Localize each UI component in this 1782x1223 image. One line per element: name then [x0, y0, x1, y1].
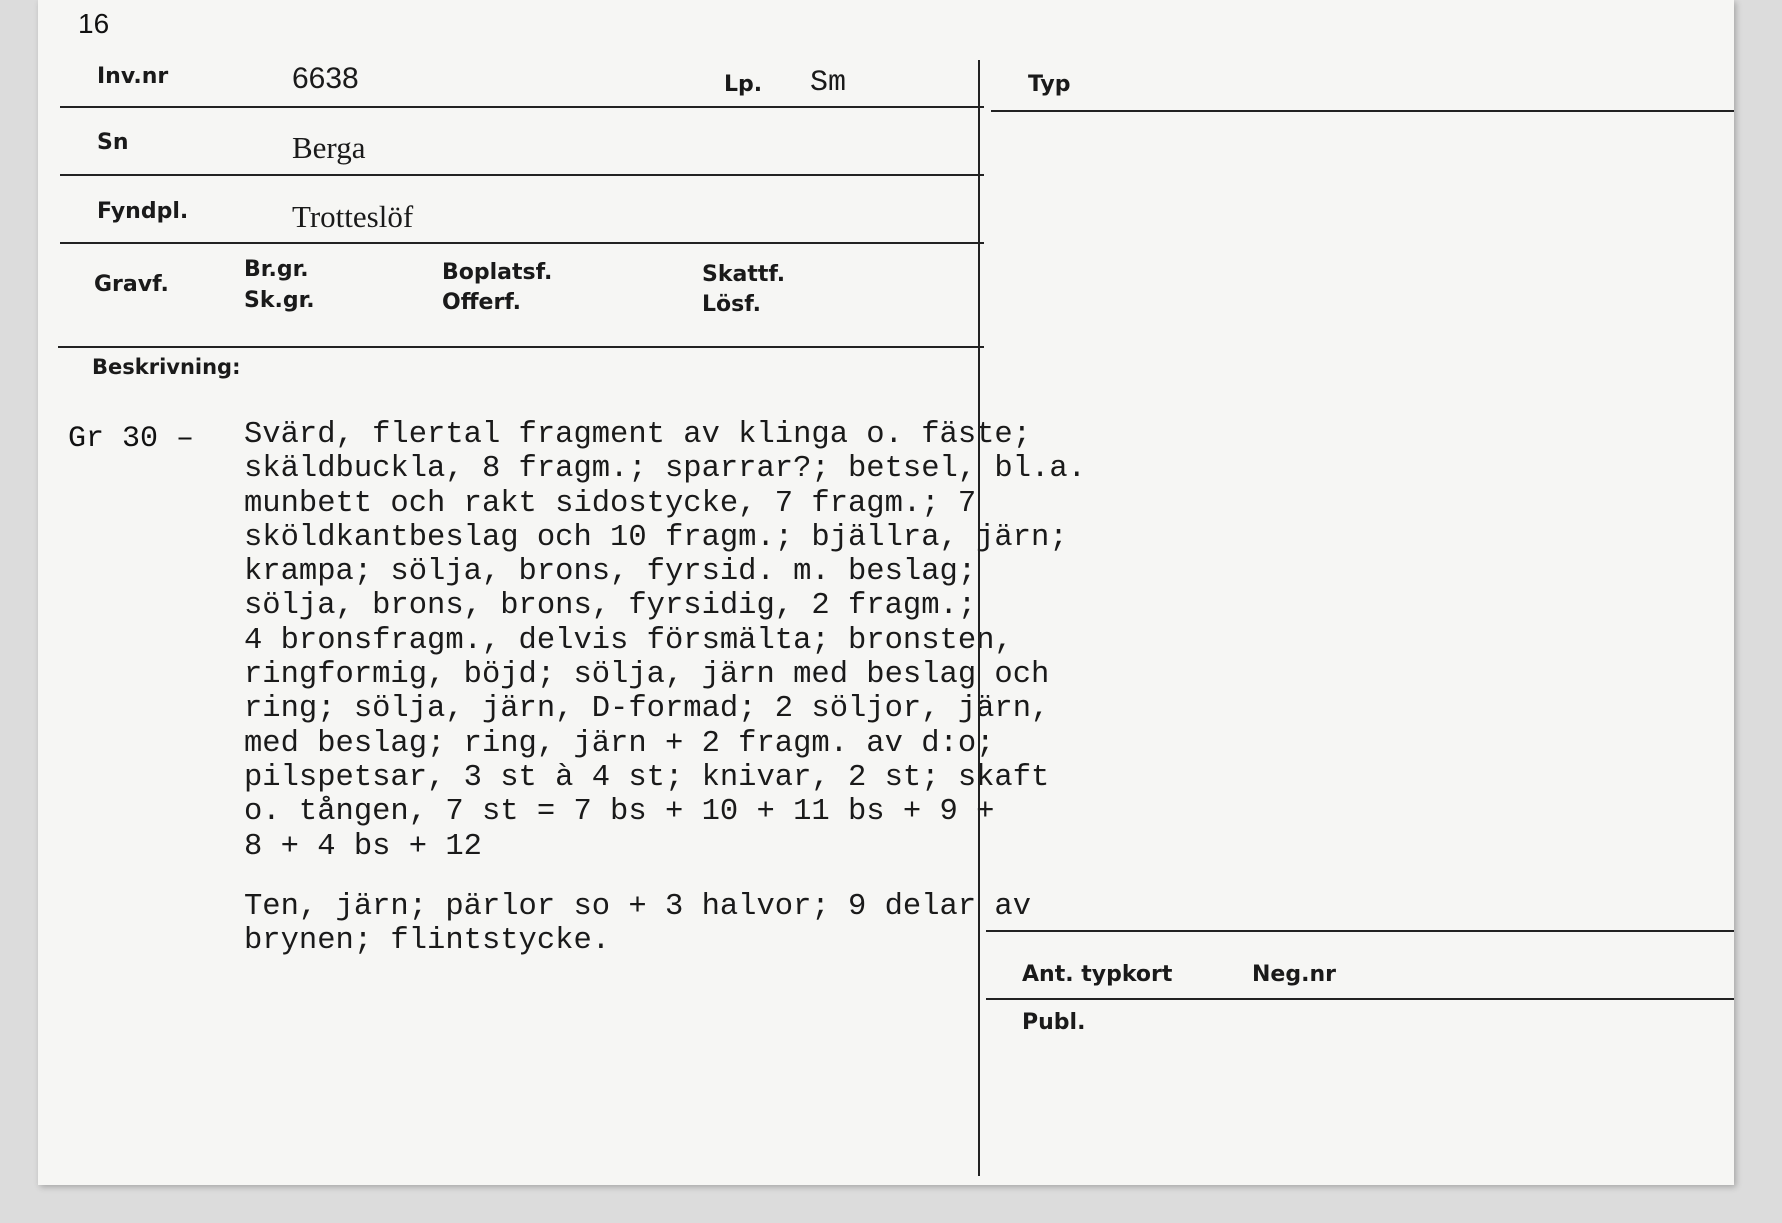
fyndpl-value: Trotteslöf [292, 199, 414, 234]
divider-row3 [60, 242, 984, 244]
br-gr-label: Br.gr. [244, 257, 309, 282]
catalog-card [38, 0, 1734, 1185]
neg-nr-label: Neg.nr [1252, 962, 1336, 987]
description-line: krampa; sölja, brons, fyrsid. m. beslag; [244, 555, 977, 590]
description-line: sköldkantbeslag och 10 fragm.; bjällra, järn; [244, 520, 1068, 555]
description-line: pilspetsar, 3 st à 4 st; knivar, 2 st; skaft [244, 760, 1050, 795]
grave-prefix: Gr 30 – [68, 422, 195, 456]
description-line: brynen; flintstycke. [244, 924, 611, 959]
skattf-label: Skattf. [702, 262, 786, 287]
inv-nr-label: Inv.nr [97, 64, 169, 89]
offerf-label: Offerf. [442, 290, 522, 315]
divider-row4 [58, 346, 984, 348]
description-line: skäldbuckla, 8 fragm.; sparrar?; betsel, bl.a. [244, 452, 1086, 487]
description-text-continued [244, 890, 1032, 959]
sk-gr-label: Sk.gr. [244, 288, 315, 313]
description-line: ring; sölja, järn, D-formad; 2 söljor, järn, [244, 692, 1050, 727]
typ-label: Typ [1028, 72, 1071, 97]
gravf-label: Gravf. [94, 272, 169, 297]
lp-label: Lp. [724, 72, 763, 97]
fyndpl-label: Fyndpl. [97, 199, 189, 224]
ant-typkort-label: Ant. typkort [1022, 962, 1173, 987]
divider-row2 [60, 174, 984, 176]
inv-nr-value: 6638 [292, 62, 359, 95]
description-line: med beslag; ring, järn + 2 fragm. av d:o; [244, 726, 995, 761]
card-number: 16 [78, 8, 110, 39]
description-line: 8 + 4 bs + 12 [244, 829, 482, 864]
description-line: Svärd, flertal fragment av klinga o. fäste; [244, 418, 1032, 452]
boplatsf-label: Boplatsf. [442, 260, 553, 285]
description-line: sölja, brons, brons, fyrsidig, 2 fragm.; [244, 589, 977, 624]
description-text [244, 418, 1086, 864]
publ-label: Publ. [1022, 1010, 1086, 1035]
vertical-divider [978, 60, 980, 1176]
description-line: Ten, järn; pärlor so + 3 halvor; 9 delar av [244, 890, 1032, 924]
divider-row1 [60, 106, 984, 108]
sn-label: Sn [97, 130, 129, 155]
description-line: munbett och rakt sidostycke, 7 fragm.; 7 [244, 486, 977, 521]
divider-typ [991, 110, 1734, 112]
beskrivning-label: Beskrivning: [92, 355, 241, 379]
divider-neg [986, 998, 1734, 1000]
losf-label: Lösf. [702, 292, 761, 317]
description-line: ringformig, böjd; sölja, järn med beslag och [244, 658, 1050, 693]
description-line: 4 bronsfragm., delvis försmälta; bronsten, [244, 623, 1013, 658]
sn-value: Berga [292, 130, 366, 165]
divider-ant [986, 930, 1734, 932]
description-line: o. tången, 7 st = 7 bs + 10 + 11 bs + 9 + [244, 795, 995, 830]
lp-value: Sm [810, 66, 847, 100]
